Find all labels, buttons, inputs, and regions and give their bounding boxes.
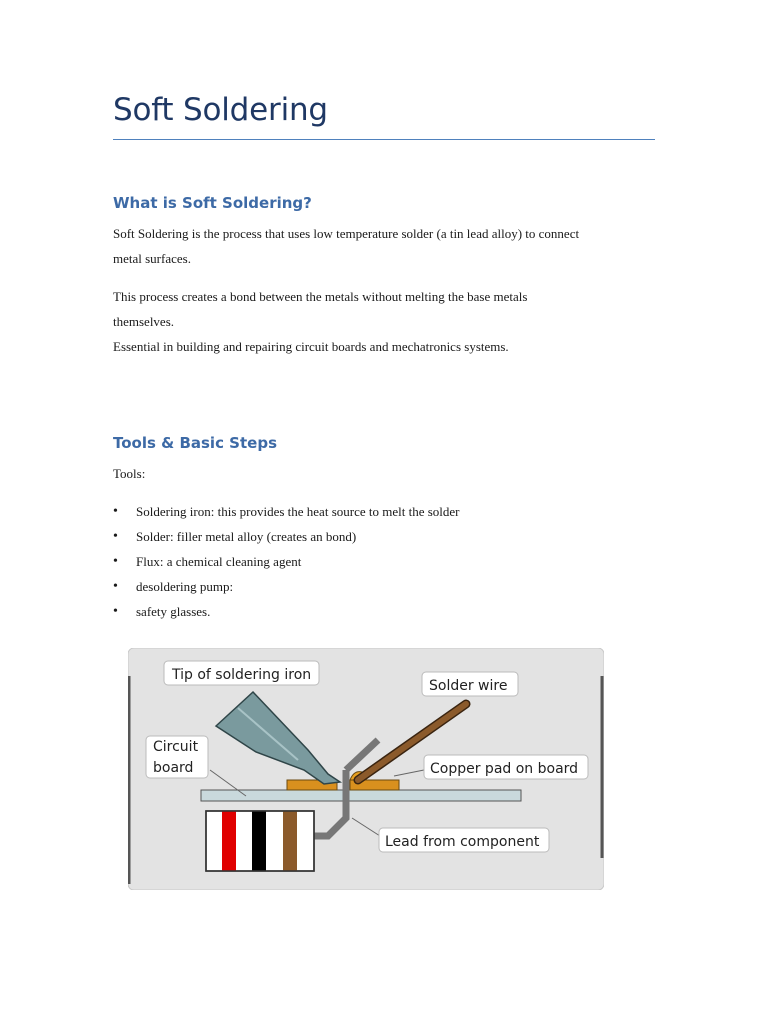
bullet-icon: • (113, 554, 118, 569)
tools-list (113, 499, 460, 624)
paragraph-definition-line1: Soft Soldering is the process that uses low temperature solder (a tin lead alloy) to connect (113, 226, 580, 241)
list-item-text: safety glasses. (136, 604, 211, 619)
list-item (113, 599, 460, 624)
circuit-board (201, 790, 521, 801)
callout-board: board (153, 760, 194, 776)
list-item (113, 499, 460, 524)
list-item-text: Flux: a chemical cleaning agent (136, 554, 302, 569)
section-heading-what-is: What is Soft Soldering? (113, 194, 312, 212)
list-item-text: desoldering pump: (136, 579, 234, 594)
paragraph-essential: Essential in building and repairing circuit boards and mechatronics systems. (113, 339, 509, 354)
resistor-band-black (252, 811, 266, 871)
bullet-icon: • (113, 504, 118, 519)
callout-lead: Lead from component (385, 834, 540, 850)
resistor-band-brown (283, 811, 297, 871)
list-item (113, 549, 460, 574)
paragraph-bond-line1: This process creates a bond between the metals without melting the base metals (113, 289, 528, 304)
page-title: Soft Soldering (113, 92, 328, 128)
callout-circuit: Circuit (153, 739, 199, 755)
resistor-band-red (222, 811, 236, 871)
bullet-icon: • (113, 529, 118, 544)
callout-copper-pad: Copper pad on board (430, 761, 579, 777)
soldering-diagram (128, 648, 604, 890)
list-item-text: Solder: filler metal alloy (creates an bond) (136, 529, 357, 544)
paragraph-bond-line2: themselves. (113, 314, 175, 329)
title-underline (113, 139, 655, 140)
callout-tip: Tip of soldering iron (172, 667, 312, 683)
tools-label: Tools: (113, 466, 146, 481)
callout-solder-wire: Solder wire (429, 678, 508, 694)
bullet-icon: • (113, 604, 118, 619)
bullet-icon: • (113, 579, 118, 594)
section-heading-tools: Tools & Basic Steps (113, 434, 277, 452)
list-item (113, 524, 460, 549)
list-item-text: Soldering iron: this provides the heat source to melt the solder (136, 504, 460, 519)
paragraph-definition-line2: metal surfaces. (113, 251, 191, 266)
list-item (113, 574, 460, 599)
